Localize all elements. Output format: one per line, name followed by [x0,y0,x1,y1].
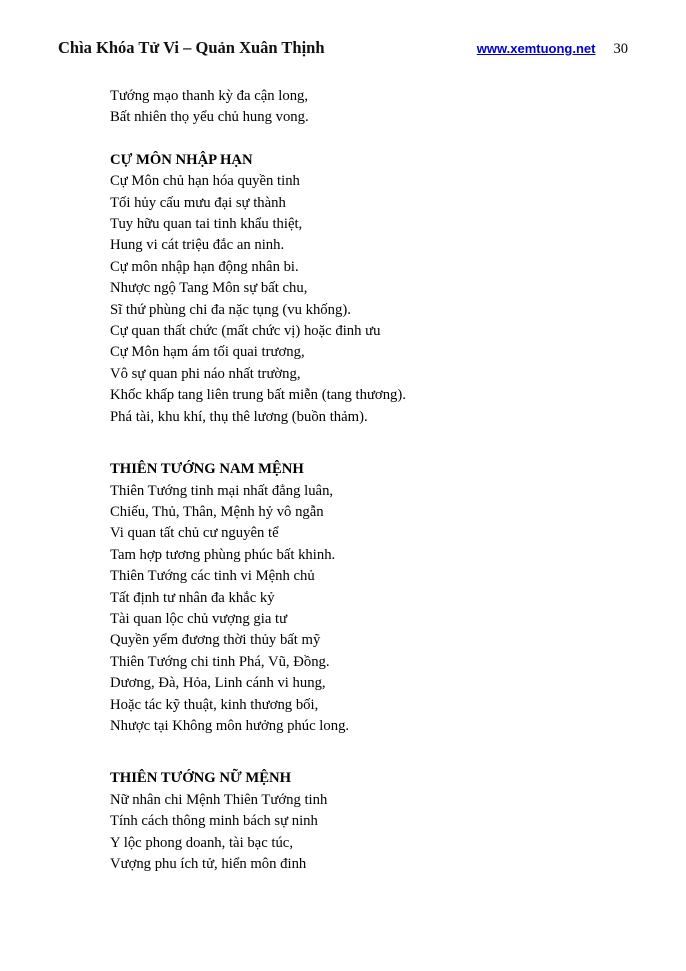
text-line: Cự môn nhập hạn động nhân bi. [110,258,299,275]
text-line: Tính cách thông minh bách sự ninh [110,813,318,830]
stanza-gap [110,449,628,459]
text-line: Thiên Tướng tinh mại nhất đẳng luân, [110,482,334,499]
page-header [58,38,628,58]
section-heading: THIÊN TƯỚNG NỮ MỆNH [110,770,292,787]
text-line: Tối hủy cấu mưu đại sự thành [110,194,286,211]
text-line: Chiếu, Thủ, Thân, Mệnh hỷ vô ngẫn [110,503,324,520]
text-line: Hung vi cát triệu đắc an ninh. [110,237,285,254]
section-heading: CỰ MÔN NHẬP HẠN [110,151,253,168]
text-line: Khốc khấp tang liên trung bất miễn (tang thương). [110,387,406,404]
text-line: Tài quan lộc chủ vượng gia tư [110,610,288,627]
intro-stanza [110,86,628,129]
section-thien-tuong-nam-menh [110,459,628,737]
text-line: Thiên Tướng chi tinh Phá, Vũ, Đồng. [110,653,330,670]
text-line: Cự Môn hạm ám tối quai trương, [110,344,305,361]
document-body [58,86,628,875]
text-line: Sĩ thứ phùng chi đa nặc tụng (vu khống). [110,301,351,318]
text-line: Hoặc tác kỹ thuật, kinh thương bối, [110,696,319,713]
page-title: Chìa Khóa Tử Vi – Quản Xuân Thịnh [58,38,325,57]
stanza-gap [110,428,628,449]
text-line: Tam hợp tương phùng phúc bất khinh. [110,546,336,563]
text-line: Tất định tư nhân đa khắc kỷ [110,589,275,606]
text-line: Bất nhiên thọ yểu chủ hung vong. [110,109,309,126]
text-line: Nữ nhân chi Mệnh Thiên Tướng tinh [110,791,328,808]
text-line: Tuy hữu quan tai tinh khẩu thiệt, [110,216,303,233]
text-line: Nhược ngộ Tang Môn sự bất chu, [110,280,308,297]
text-line: Thiên Tướng các tinh vi Mệnh chủ [110,568,315,585]
stanza-gap [110,758,628,768]
text-line: Y lộc phong doanh, tài bạc túc, [110,834,293,851]
text-line: Cự Môn chủ hạn hóa quyền tinh [110,173,300,190]
stanza-gap [110,737,628,758]
section-thien-tuong-nu-menh [110,768,628,875]
text-line: Quyền yểm đương thời thủy bất mỹ [110,632,321,649]
text-line: Vượng phu ích tử, hiển môn đinh [110,856,307,872]
stanza-gap [110,129,628,150]
text-line: Dương, Đà, Hỏa, Linh cánh vi hung, [110,675,326,692]
text-line: Phá tài, khu khí, thụ thê lương (buồn thảm). [110,408,368,425]
page-number: 30 [613,41,628,57]
section-heading: THIÊN TƯỚNG NAM MỆNH [110,461,304,478]
website-link[interactable]: www.xemtuong.net [476,41,596,56]
text-line: Vi quan tất chủ cư nguyên tể [110,525,279,542]
text-line: Nhược tại Không môn hưởng phúc long. [110,717,350,734]
section-cu-mon-nhap-han [110,150,628,428]
text-line: Tướng mạo thanh kỳ đa cận long, [110,88,309,104]
text-line: Cự quan thất chức (mất chức vị) hoặc đinh ưu [110,323,381,340]
text-line: Vô sự quan phi náo nhất trường, [110,365,301,382]
